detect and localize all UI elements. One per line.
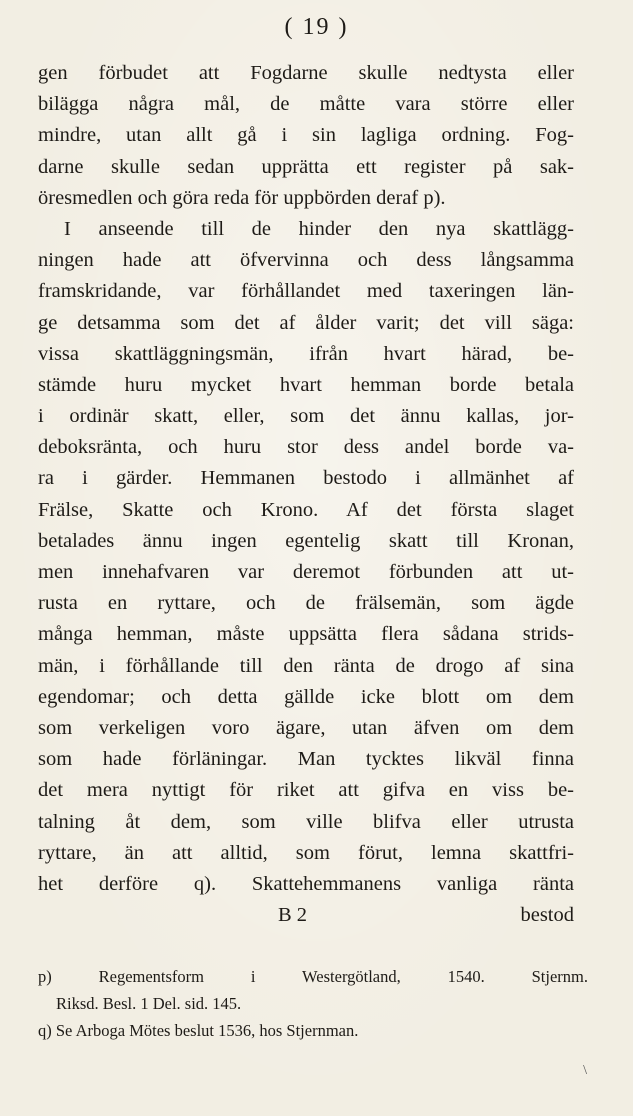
footnote-q: q) Se Arboga Mötes beslut 1536, hos Stjernman. [38, 1021, 359, 1040]
text-line: ra i gärder. Hemmanen bestodo i allmänhet af [38, 467, 574, 490]
text-line: rusta en ryttare, och de frälsemän, som ägde [38, 592, 574, 615]
text-line: ryttare, än att alltid, som förut, lemna skattfri- [38, 841, 574, 864]
text-line: ningen hade att öfvervinna och dess långsamma [38, 249, 574, 272]
text-line: gen förbudet att Fogdarne skulle nedtysta eller [38, 62, 574, 84]
text-line: det mera nyttigt för riket att gifva en viss be- [38, 779, 574, 802]
text-line: stämde huru mycket hvart hemman borde betala [38, 373, 574, 396]
catchword: bestod [520, 904, 574, 927]
text-line: bilägga några mål, de måtte vara större eller [38, 93, 574, 116]
text-line: het derföre q). Skattehemmanens vanliga ränta [38, 872, 574, 895]
text-line: många hemman, måste uppsätta flera sådana strids- [38, 623, 574, 646]
text-line: som verkeligen voro ägare, utan äfven om dem [38, 716, 574, 739]
text-line: egendomar; och detta gällde icke blott om dem [38, 685, 574, 708]
text-line: talning åt dem, som ville blifva eller utrusta [38, 810, 574, 833]
text-line: mindre, utan allt gå i sin lagliga ordning. Fog- [38, 124, 574, 147]
footnote-p: p) Regementsform i Westergötland, 1540. Stjernm. [38, 967, 588, 986]
text-line: deboksränta, och huru stor dess andel borde va- [38, 436, 574, 459]
text-line: i ordinär skatt, eller, som det ännu kallas, jor- [38, 405, 574, 428]
footnote-p-continued: Riksd. Besl. 1 Del. sid. 145. [56, 994, 242, 1013]
text-line: betalades ännu ingen egentelig skatt till Kronan, [38, 529, 574, 552]
text-line: ge detsamma som det af ålder varit; det vill säga: [38, 311, 574, 334]
text-line: vissa skattläggningsmän, ifrån hvart härad, be- [38, 342, 574, 365]
text-line: öresmedlen och göra reda för uppbörden deraf p). [38, 186, 446, 209]
text-line: men innehafvaren var deremot förbunden att ut- [38, 561, 574, 583]
text-line: som hade förläningar. Man tycktes likväl finna [38, 748, 574, 771]
page-number: ( 19 ) [284, 14, 349, 40]
signature-line [38, 900, 574, 931]
signature-mark: B 2 [278, 904, 308, 927]
stray-mark: \ [583, 1063, 587, 1078]
footnotes [38, 963, 588, 1044]
body-text [38, 58, 574, 931]
text-line: framskridande, var förhållandet med taxeringen län- [38, 280, 574, 303]
paragraph-start-line: I anseende till de hinder den nya skattlägg- [64, 217, 574, 240]
text-line: Frälse, Skatte och Krono. Af det första slaget [38, 498, 574, 521]
text-line: män, i förhållande till den ränta de drogo af sina [38, 654, 574, 677]
text-line: darne skulle sedan upprätta ett register på sak- [38, 155, 574, 178]
